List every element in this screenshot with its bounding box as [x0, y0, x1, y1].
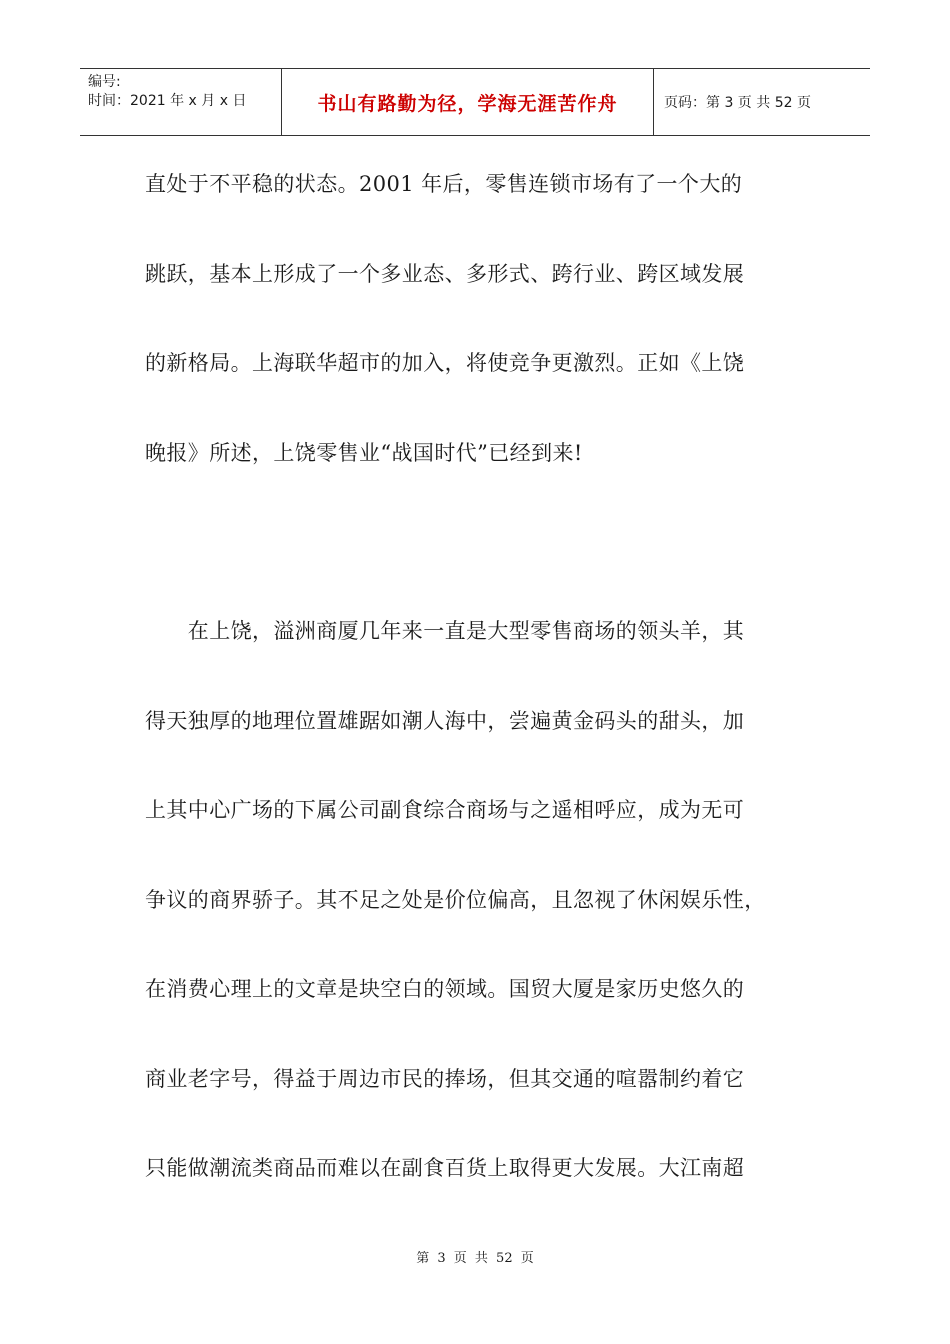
- text-line: 跳跃，基本上形成了一个多业态、多形式、跨行业、跨区域发展: [145, 261, 745, 286]
- document-number-label: 编号:: [88, 74, 121, 90]
- document-body: [145, 160, 805, 1234]
- text-line: 得天独厚的地理位置雄踞如潮人海中，尝遍黄金码头的甜头，加: [145, 708, 745, 733]
- header-meta: [80, 69, 282, 135]
- paragraph-2: [145, 607, 805, 1234]
- page-footer: 第 3 页 共 52 页: [416, 1251, 534, 1266]
- page-header: [80, 68, 870, 136]
- text-line: 在消费心理上的文章是块空白的领域。国贸大厦是家历史悠久的: [145, 977, 745, 1001]
- text-line: 晚报》所述，上饶零售业“战国时代”已经到来!: [145, 440, 583, 465]
- text-line: 的新格局。上海联华超市的加入，将使竞争更激烈。正如《上饶: [145, 351, 745, 375]
- paragraph-gap: [145, 518, 805, 607]
- header-motto: 书山有路勤为径，学海无涯苦作舟: [282, 69, 654, 135]
- paragraph-1: [145, 160, 805, 518]
- text-line: 直处于不平稳的状态。2001 年后，零售连锁市场有了一个大的: [145, 172, 743, 196]
- text-line: 争议的商界骄子。其不足之处是价位偏高，且忽视了休闲娱乐性，: [145, 887, 766, 912]
- text-line: 上其中心广场的下属公司副食综合商场与之遥相呼应，成为无可: [145, 798, 745, 822]
- header-page-info: 页码：第 3 页 共 52 页: [664, 95, 811, 111]
- document-time-label: 时间：2021 年 x 月 x 日: [88, 93, 247, 109]
- text-line: 商业老字号，得益于周边市民的捧场，但其交通的喧嚣制约着它: [145, 1066, 745, 1091]
- text-line: 只能做潮流类商品而难以在副食百货上取得更大发展。大江南超: [145, 1156, 745, 1180]
- text-line: 在上饶，溢洲商厦几年来一直是大型零售商场的领头羊，其: [145, 619, 745, 643]
